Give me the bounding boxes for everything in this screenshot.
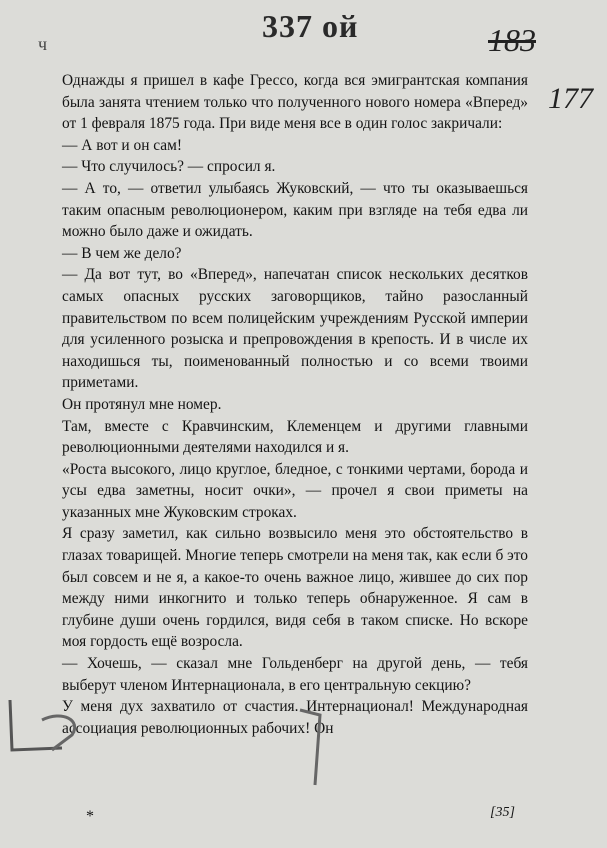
paragraph-12: У меня дух захватило от счастия. Интернационал! Международная ассоциация революционных рабочих! Он	[62, 698, 528, 737]
paragraph-6: — Да вот тут, во «Вперед», напечатан список нескольких десятков самых опасных русских заговорщиков, тайно разосланный правительством по всем полицейским учреждениям Русской империи для усиленного розыска и препровождения в крепость. И в числе их находишься ты, поименованный полностью и со всеми твоими приметами.	[62, 266, 528, 392]
main-text	[62, 70, 528, 739]
crossed-page-number: 183	[488, 22, 536, 58]
paragraph-4: — А то, — ответил улыбаясь Жуковский, — что ты оказываешься таким опасным революционером, каким при взгляде на тебя едва ли можно было даже и ожидать.	[62, 179, 528, 241]
paragraph-10: Я сразу заметил, как сильно возвысило меня это обстоятельство в глазах товарищей. Многие теперь смотрели на меня так, как если б это был совсем и не я, а какое-то очень важное лицо, жившее до сих пор между ними инкогнито и только теперь обнаруженное. Я сам в глубине души очень гордился, видя себя в таком списке. Но вскоре моя гордость ещё возросла.	[62, 525, 528, 651]
paragraph-9: «Роста высокого, лицо круглое, бледное, с тонкими чертами, борода и усы едва заметны, носит очки», — прочел я свои приметы на указанных мне Жуковским строках.	[62, 460, 528, 521]
paragraph-7: Он протянул мне номер.	[62, 395, 222, 413]
page-number: [35]	[490, 805, 515, 820]
paragraph-2: — А вот и он сам!	[62, 136, 183, 154]
corner-handwritten-mark: ч	[38, 34, 48, 54]
paragraph-3: — Что случилось? — спросил я.	[62, 158, 276, 176]
paragraph-1: Однажды я пришел в кафе Грессо, когда вся эмигрантская компания была занята чтением только что полученного нового номера «Вперед» от 1 февраля 1875 года. При виде меня все в один голос закричали:	[62, 72, 528, 133]
center-scribble-mark	[290, 700, 350, 790]
top-handwritten-number: 337 ой	[262, 8, 359, 44]
paragraph-8: Там, вместе с Кравчинским, Клеменцем и другими главными революционными деятелями находился и я.	[62, 417, 528, 457]
footer-asterisk: *	[86, 808, 94, 825]
paragraph-11: — Хочешь, — сказал мне Гольденберг на другой день, — тебя выберут членом Интернационала, в его центральную секцию?	[62, 655, 528, 694]
margin-scribble-mark	[2, 690, 122, 760]
margin-scribble-icon	[2, 690, 122, 760]
scribble-icon	[290, 700, 350, 790]
side-page-number: 177	[548, 82, 593, 115]
paragraph-5: — В чем же дело?	[62, 244, 182, 262]
